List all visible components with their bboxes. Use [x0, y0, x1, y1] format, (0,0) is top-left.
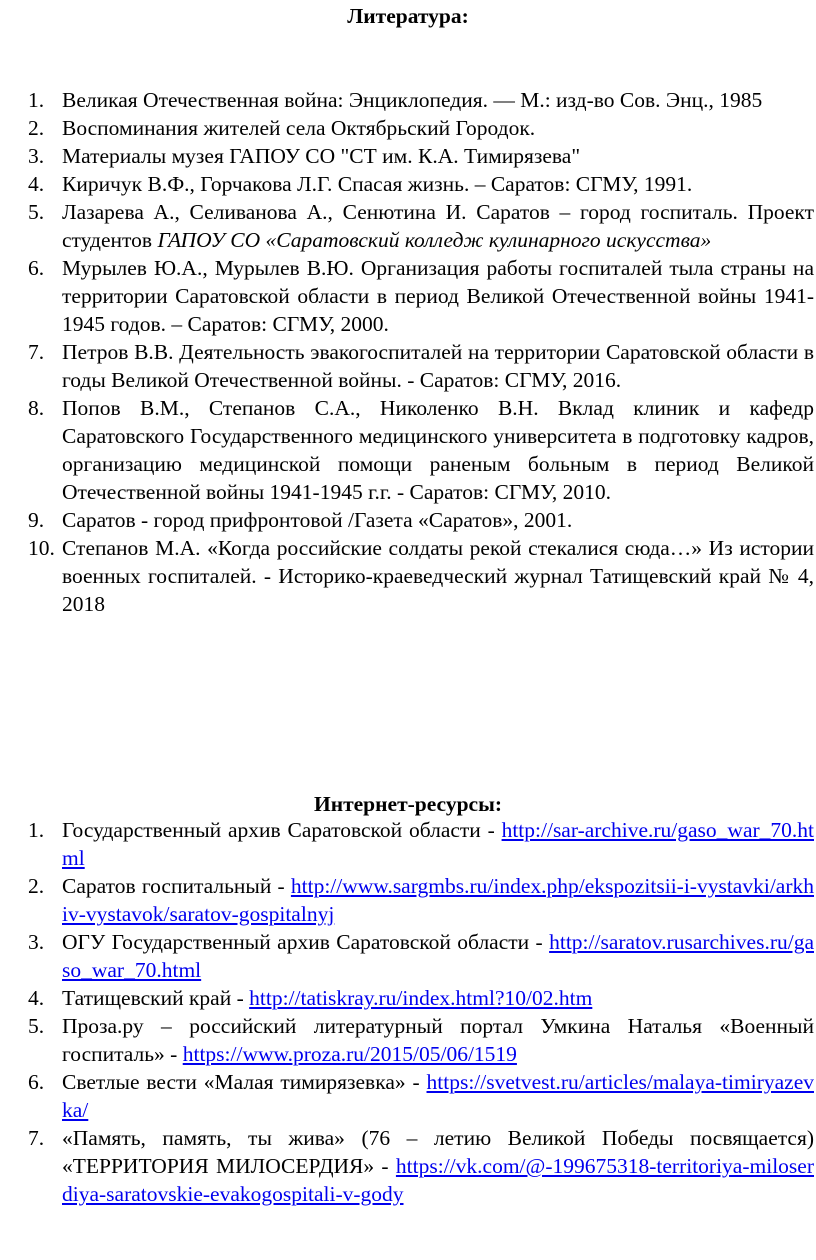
- resource-link[interactable]: http://www.sargmbs.ru/index.php/ekspozitsii-i-vystavki/arkhiv-vystavok/saratov-gospitalnyj: [62, 874, 814, 926]
- list-item-text: Саратов госпитальный -: [62, 874, 291, 898]
- literature-item: [28, 142, 814, 170]
- list-item-number: 8.: [28, 396, 45, 420]
- list-item-number: 2.: [28, 874, 45, 898]
- literature-item: [28, 198, 814, 254]
- literature-item: [28, 170, 814, 198]
- internet-resource-item: [28, 1124, 814, 1208]
- list-item-number: 7.: [28, 1126, 45, 1150]
- list-item-text: Проза.ру – российский литературный портал Умкина Наталья «Военный госпиталь» -: [62, 1014, 814, 1066]
- list-item-text: Государственный архив Саратовской области -: [62, 818, 502, 842]
- list-item-number: 1.: [28, 88, 45, 112]
- internet-resource-item: [28, 1012, 814, 1068]
- list-item-text: Попов В.М., Степанов С.А., Николенко В.Н. Вклад клиник и кафедр Саратовского Государственного медицинского университета в подготовку кадров, организацию медицинской помощи раненым больным в период Великой Отечественной войны 1941-1945 г.г. - Саратов: СГМУ, 2010.: [62, 396, 814, 504]
- list-item-text: Татищевский край -: [62, 986, 250, 1010]
- list-item-number: 7.: [28, 340, 45, 364]
- list-item-text: Саратов - город прифронтовой /Газета «Саратов», 2001.: [62, 508, 573, 532]
- list-item-number: 6.: [28, 1070, 45, 1094]
- literature-heading: Литература:: [347, 4, 469, 28]
- internet-resources-heading: Интернет-ресурсы:: [313, 792, 503, 816]
- list-item-number: 4.: [28, 172, 45, 196]
- list-item-text: Светлые вести «Малая тимирязевка» -: [62, 1070, 427, 1094]
- list-item-number: 5.: [28, 200, 45, 224]
- resource-link[interactable]: https://vk.com/@-199675318-territoriya-miloserdiya-saratovskie-evakogospitali-v-gody: [62, 1154, 814, 1206]
- list-item-number: 10.: [28, 536, 55, 560]
- list-item-text: Материалы музея ГАПОУ СО "СТ им. К.А. Тимирязева": [62, 144, 581, 168]
- internet-resource-item: [28, 872, 814, 928]
- list-item-text: Лазарева А., Селиванова А., Сенютина И. Саратов – город госпиталь. Проект студентов: [62, 200, 814, 252]
- list-item-number: 1.: [28, 818, 45, 842]
- literature-item: [28, 338, 814, 394]
- list-item-number: 5.: [28, 1014, 45, 1038]
- list-item-text: ОГУ Государственный архив Саратовской области -: [62, 930, 550, 954]
- list-item-italic-text: ГАПОУ СО «Саратовский колледж кулинарного искусства»: [157, 228, 712, 252]
- list-item-text: Воспоминания жителей села Октябрьский Городок.: [62, 116, 536, 140]
- list-item-number: 4.: [28, 986, 45, 1010]
- list-item-text: Киричук В.Ф., Горчакова Л.Г. Спасая жизнь. – Саратов: СГМУ, 1991.: [62, 172, 693, 196]
- list-item-number: 3.: [28, 930, 45, 954]
- resource-link[interactable]: http://saratov.rusarchives.ru/gaso_war_70.html: [62, 930, 814, 982]
- internet-resource-item: [28, 1068, 814, 1124]
- literature-item: [28, 394, 814, 506]
- list-item-number: 9.: [28, 508, 45, 532]
- resource-link[interactable]: https://www.proza.ru/2015/05/06/1519: [182, 1042, 517, 1066]
- internet-resource-item: [28, 816, 814, 872]
- list-item-text: Великая Отечественная война: Энциклопедия. — М.: изд-во Сов. Энц., 1985: [62, 88, 763, 112]
- list-item-text: Петров В.В. Деятельность эвакогоспиталей на территории Саратовской области в годы Великой Отечественной войны. - Саратов: СГМУ, 2016.: [62, 340, 814, 392]
- literature-list: [28, 86, 814, 618]
- list-item-number: 3.: [28, 144, 45, 168]
- resource-link[interactable]: https://svetvest.ru/articles/malaya-timiryazevka/: [62, 1070, 814, 1122]
- literature-item: [28, 86, 814, 114]
- list-item-number: 6.: [28, 256, 45, 280]
- resource-link[interactable]: http://tatiskray.ru/index.html?10/02.htm: [249, 986, 593, 1010]
- literature-item: [28, 114, 814, 142]
- internet-resource-item: [28, 984, 814, 1012]
- resource-link[interactable]: http://sar-archive.ru/gaso_war_70.html: [62, 818, 814, 870]
- internet-resources-list: [28, 816, 814, 1208]
- literature-item: [28, 534, 814, 618]
- literature-item: [28, 506, 814, 534]
- internet-resource-item: [28, 928, 814, 984]
- list-item-text: «Память, память, ты жива» (76 – летию Великой Победы посвящается) «ТЕРРИТОРИЯ МИЛОСЕРДИЯ» -: [62, 1126, 814, 1178]
- list-item-text: Степанов М.А. «Когда российские солдаты рекой стекалися сюда…» Из истории военных госпиталей. - Историко-краеведческий журнал Татищевский край № 4, 2018: [62, 536, 814, 616]
- literature-item: [28, 254, 814, 338]
- list-item-text: Мурылев Ю.А., Мурылев В.Ю. Организация работы госпиталей тыла страны на территории Саратовской области в период Великой Отечественной войны 1941-1945 годов. – Саратов: СГМУ, 2000.: [62, 256, 814, 336]
- list-item-number: 2.: [28, 116, 45, 140]
